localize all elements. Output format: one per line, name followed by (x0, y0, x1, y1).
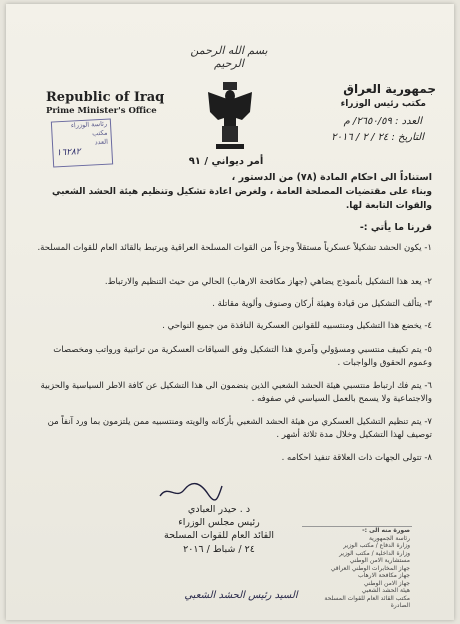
cc-item: وزارة الدفاع / مكتب الوزير (343, 542, 410, 549)
stamp-line-1: رئاسة الوزراء (70, 119, 108, 130)
cc-item: جهاز مكافحة الارهاب (358, 572, 410, 579)
cc-item: الصادرة (390, 602, 410, 609)
signatory-title-2: القائد العام للقوات المسلحة (163, 530, 275, 541)
cc-item: جهاز المخابرات الوطني العراقي (330, 564, 410, 572)
order-item: ٥- يتم تكييف منتسبي ومسؤولي وآمري هذا التشكيل وفق السياقات العسكرية من تراتبية ورواتب ومخصصات وعموم الحقوق والواجبات . (53, 345, 432, 368)
order-item: ٢- يعد هذا التشكيل بأنموذج يضاهي (جهاز مكافحة الارهاب) الحالي من حيث التنظيم والارتباط. (104, 277, 432, 287)
preamble-line-3: والقوات التابعة لها. (345, 201, 432, 211)
preamble-line-2: وبناء على مقتضيات المصلحة العامة ، ولغرض اعادة تشكيل وتنظيم هيئة الحشد الشعبي (52, 187, 432, 197)
eagle-emblem-icon (204, 82, 256, 154)
signatory-title: رئيس مجلس الوزراء (178, 517, 260, 528)
cc-item: مكتب القائد العام للقوات المسلحة (324, 594, 410, 602)
reference-number: العدد : ٢٦٥٠/٥٩/ م (343, 116, 422, 127)
cc-title: صورة منه الى :- (362, 527, 410, 534)
cc-item: جهاز الامن الوطني (363, 579, 410, 587)
cc-item: مستشارية الامن الوطني (349, 557, 410, 564)
cc-item: وزارة الداخلية / مكتب الوزير (339, 549, 410, 557)
stamp-handwritten-number: ١٦٢٨٢ (56, 147, 81, 159)
order-number: أمر ديواني / ٩١ (188, 156, 264, 167)
signatory-name: د . حيدر العبادي (187, 504, 251, 515)
republic-title-en: Republic of Iraq (46, 90, 165, 105)
order-item: ١- يكون الحشد تشكيلاً عسكرياً مستقلاً وجزءاً من القوات المسلحة العراقية ويرتبط بالقائد العام للقوات المسلحة. (37, 243, 432, 253)
order-item: ٤- يخضع هذا التشكيل ومنتسبيه للقوانين العسكرية النافذة من جميع النواحي . (162, 321, 432, 331)
document-page (6, 4, 454, 620)
cc-item: رئاسة الجمهورية (368, 534, 410, 542)
signature-date: ٢٤ / شباط / ٢٠١٦ (183, 544, 255, 555)
order-item: ٧- يتم تنظيم التشكيل العسكري من هيئة الحشد الشعبي بأركانه والويته ومنتسبيه ممن يلتزمون بما ورد آنفاً من توصيف لهذا التشكيل وخلال مدة ثلاثة أشهر . (47, 417, 432, 440)
bismillah-heading: بسم الله الرحمن الرحيم (190, 44, 268, 70)
signature-scribble-icon (156, 480, 226, 502)
document-date: التاريخ : ٢٤ / ٢ / ٢٠١٦ (331, 132, 424, 143)
cc-list (302, 526, 412, 620)
received-stamp (51, 118, 113, 167)
decided-heading: قررنا ما يأتي :- (359, 222, 432, 233)
order-item: ٣- يتألف التشكيل من قيادة وهيئة أركان وصنوف وألوية مقاتلة . (212, 299, 432, 309)
stamp-line-3: العدد (94, 137, 109, 147)
cc-item: هيئة الحشد الشعبي (361, 587, 410, 594)
order-item: ٨- تتولى الجهات ذات العلاقة تنفيذ احكامه . (281, 453, 432, 463)
office-title-ar: مكتب رئيس الوزراء (340, 99, 426, 109)
order-item: ٦- يتم فك ارتباط منتسبي هيئة الحشد الشعبي الذين ينضمون الى هذا التشكيل عن كافة الاطر السياسية والحزبية والاجتماعية ولا يسمح بالعمل السياسي في صفوفه . (40, 381, 432, 404)
stamp-line-2: مكتب (91, 128, 108, 138)
handwritten-note: السيد رئيس الحشد الشعبي (184, 590, 298, 601)
office-title-en: Prime Minister's Office (46, 106, 157, 116)
republic-title-ar: جمهورية العراق (343, 82, 436, 96)
preamble-line-1: استناداً الى احكام المادة (٧٨) من الدستور ، (231, 172, 432, 183)
